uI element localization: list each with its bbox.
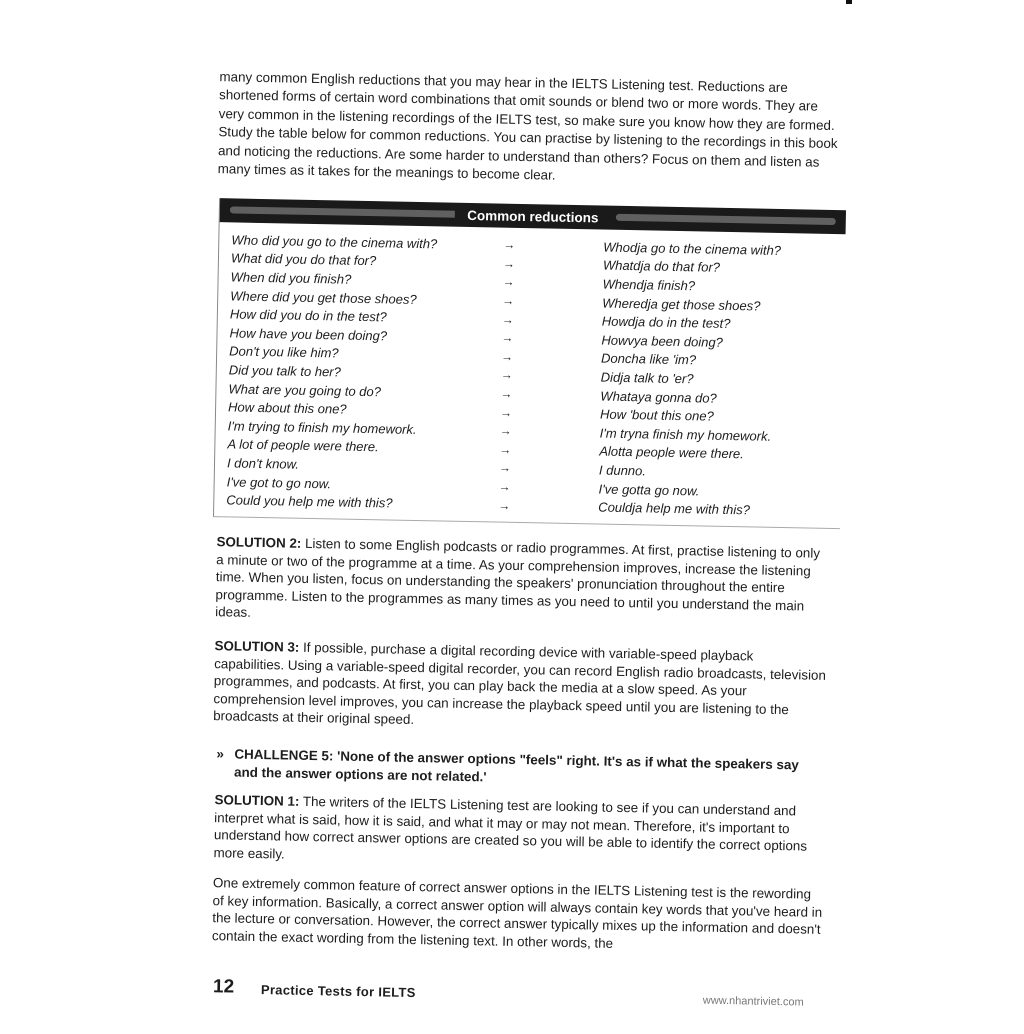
arrow-icon: → (502, 256, 516, 271)
arrow-icon: → (501, 349, 514, 364)
reduced-form: Whodja go to the cinema with? (603, 239, 782, 258)
full-form: How have you been doing? (229, 325, 388, 344)
reduced-form: Whendja finish? (602, 276, 696, 294)
solution-3 (213, 637, 827, 737)
full-form: What are you going to do? (228, 380, 382, 399)
book-title: Practice Tests for IELTS (260, 982, 416, 1001)
arrow-icon: → (498, 498, 511, 513)
reduced-form: I dunno. (598, 462, 647, 479)
table-rows (214, 222, 845, 521)
arrow-icon: → (502, 275, 515, 290)
full-form: I don't know. (226, 455, 300, 472)
arrow-icon: → (501, 330, 514, 346)
paragraph-rewording: One extremely common feature of correct answer options in the IELTS Listening test is the rewording of key information. Basically, a correct answer option will always contain key words that you've heard in the lecture or conversation. However, the correct answer typically mixes up the information and doesn't contain the exact wording from the listening text. In other words, the (211, 875, 823, 951)
full-form: What did you do that for? (230, 250, 377, 269)
solution-3-label: SOLUTION 3: (214, 638, 300, 655)
arrow-icon: → (503, 237, 516, 253)
full-form: I'm trying to finish my homework. (227, 418, 417, 437)
solution-2-text: Listen to some English podcasts or radio programmes. At first, practise listening to only a minute or two of the programme at a time. As your comprehension improves, increase the listening time. When you listen, focus on understanding the speakers' pronunciation throughout the entire programme. Listen to the programmes as many times as you need to until you understand the main ideas. (215, 535, 821, 621)
corner-mark (846, 0, 852, 4)
full-form: Did you talk to her? (228, 362, 341, 380)
arrow-icon: → (502, 293, 515, 308)
full-form: I've got to go now. (226, 473, 332, 491)
solution-3-text: If possible, purchase a digital recording device with variable-speed playback capabilities. Using a variable-speed digital recorder, you can record English radio broadcasts, television programmes, and podcasts. At first, you can play back the media at a slow speed. As your comprehension level improves, you can increase the playback speed until you are listening to the broadcasts at their original speed. (213, 639, 827, 728)
solution-1 (213, 791, 826, 873)
reduced-form: Doncha like 'im? (600, 350, 697, 368)
footer-url: www.nhantriviet.com (702, 994, 804, 1009)
full-form: When did you finish? (230, 269, 352, 287)
page-number: 12 (212, 976, 235, 998)
full-form: How about this one? (227, 399, 347, 417)
solution-2 (215, 533, 829, 633)
arrow-icon: → (499, 405, 513, 420)
arrow-icon: → (500, 386, 513, 401)
solution-2-label: SOLUTION 2: (216, 534, 302, 551)
full-form: A lot of people were there. (227, 436, 379, 455)
table-title: Common reductions (455, 207, 611, 225)
reduced-form: Howdja do in the test? (601, 313, 731, 332)
arrow-icon: → (498, 461, 512, 476)
reduced-form: Didja talk to 'er? (600, 369, 694, 387)
arrow-icon: → (498, 479, 511, 494)
arrow-icon: → (499, 423, 512, 439)
header-smudge-right (616, 214, 836, 225)
full-form: Could you help me with this? (226, 492, 393, 511)
intro-paragraph: many common English reductions that you may hear in the IELTS Listening test. Reductions are shortened forms of certain word combinations that omit sounds or blend two or more words. They are very common in the listening recordings of the IELTS test, so make sure you know how they are formed. Study the table below for common reductions. You can practise by listening to the recordings in this book and noticing the reductions. Are some harder to understand than others? Focus on them and listen as many times as it takes for the meanings to become clear. (217, 69, 838, 183)
reduced-form: I'm tryna finish my homework. (599, 425, 772, 444)
full-form: Who did you go to the cinema with? (231, 232, 438, 252)
full-form: Where did you get those shoes? (230, 287, 417, 307)
challenge-marker-icon: » (216, 746, 225, 762)
header-smudge-left (230, 206, 460, 217)
reduced-form: Whataya gonna do? (600, 388, 717, 406)
solution-1-text: The writers of the IELTS Listening test are looking to see if you can understand and interpret what is said, how it is said, and what it may or may not mean. Therefore, it's important to understand how correct answer options are created so you will be able to identify the correct options more easily. (213, 793, 808, 862)
challenge-5 (216, 745, 817, 793)
reduced-form: I've gotta go now. (598, 481, 700, 498)
full-form: Don't you like him? (229, 343, 339, 361)
reduced-form: Wheredja get those shoes? (602, 295, 761, 314)
reduced-form: Whatdja do that for? (602, 257, 721, 276)
reduced-form: How 'bout this one? (599, 406, 714, 424)
solution-1-label: SOLUTION 1: (214, 792, 300, 809)
full-form: How did you do in the test? (229, 306, 387, 325)
arrow-icon: → (501, 312, 514, 327)
reduced-form: Howvya been doing? (601, 332, 724, 350)
reduced-form: Couldja help me with this? (598, 499, 751, 518)
arrow-icon: → (499, 442, 512, 457)
reduced-form: Alotta people were there. (599, 443, 744, 462)
challenge-5-text: CHALLENGE 5: 'None of the answer options "feels" right. It's as if what the speakers say and the answer options are not related.' (233, 746, 799, 785)
arrow-icon: → (500, 368, 513, 383)
reductions-table (213, 198, 846, 529)
